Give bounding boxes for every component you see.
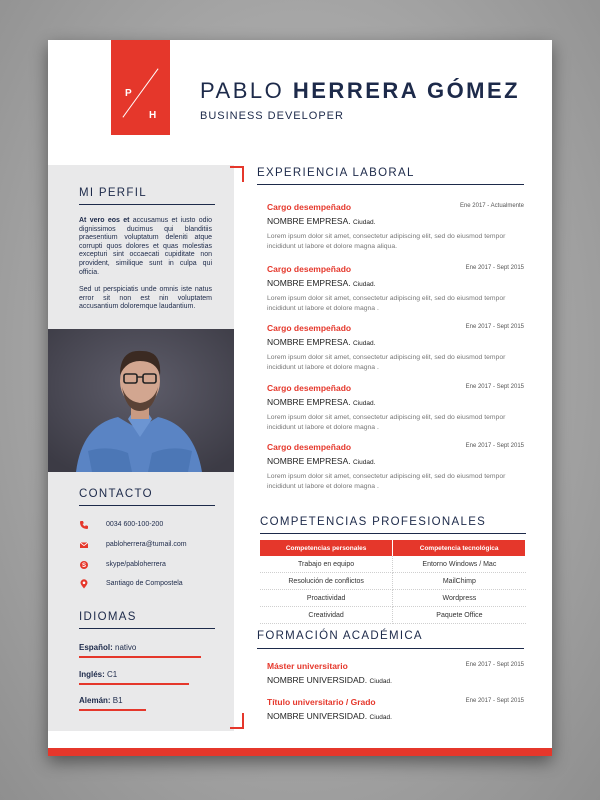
job-role: Cargo desempeñado (267, 264, 352, 274)
profile-paragraph-2: Sed ut perspiciatis unde omnis iste natus error sit non est nin voluptatem accusantium doloremque laudantium. (79, 286, 212, 311)
job-dates: Ene 2017 - Sept 2015 (465, 324, 524, 330)
monogram-initial-first: P (125, 88, 132, 99)
skill-personal: Trabajo en equipo (260, 556, 393, 573)
table-row (260, 607, 526, 624)
contact-rule (79, 505, 215, 506)
degree-dates: Ene 2017 - Sept 2015 (465, 662, 524, 668)
experience-heading: EXPERIENCIA LABORAL (257, 167, 415, 179)
contact-skype[interactable] (79, 560, 229, 572)
profile-lead: At vero eos et (79, 217, 130, 224)
company-city: Ciudad. (352, 281, 376, 288)
skype-icon (79, 560, 89, 570)
profile-rule (79, 204, 215, 205)
monogram-logo (111, 40, 170, 135)
company-name: NOMBRE EMPRESA. (267, 278, 351, 288)
language-bar-english (79, 683, 189, 685)
languages-heading: IDIOMAS (79, 611, 137, 623)
skills-table (260, 540, 526, 624)
candidate-name (200, 78, 520, 104)
skill-technical: MailChimp (393, 573, 526, 590)
contact-location (79, 579, 229, 591)
degree-institution (267, 711, 392, 721)
language-bar-german (79, 709, 146, 711)
skills-rule (260, 533, 526, 534)
person-portrait (48, 329, 234, 472)
table-row (260, 556, 526, 573)
corner-bracket-top (230, 166, 244, 182)
table-row (260, 573, 526, 590)
job-company (267, 278, 375, 288)
degree-title: Título universitario / Grado (267, 697, 376, 707)
language-german (79, 696, 123, 705)
job-description: Lorem ipsum dolor sit amet, consectetur adipiscing elit, sed do eiusmod tempor incididunt ut labore et dolore magna aliqua. (267, 233, 506, 250)
education-heading: FORMACIÓN ACADÉMICA (257, 630, 423, 642)
bottom-accent-bar (48, 748, 552, 756)
degree-title: Máster universitario (267, 661, 348, 671)
language-name: Inglés: (79, 670, 105, 679)
job-role: Cargo desempeñado (267, 442, 352, 452)
mail-icon (79, 540, 89, 550)
company-name: NOMBRE EMPRESA. (267, 397, 351, 407)
institution-city: Ciudad. (369, 678, 392, 685)
monogram-initial-last: H (149, 110, 157, 121)
company-name: NOMBRE EMPRESA. (267, 216, 351, 226)
svg-text:S: S (81, 563, 87, 570)
skill-technical: Wordpress (393, 590, 526, 607)
skill-personal: Creatividad (260, 607, 393, 624)
profile-paragraph-1 (79, 217, 212, 277)
institution-name: NOMBRE UNIVERSIDAD. (267, 711, 368, 721)
institution-city: Ciudad. (369, 714, 392, 721)
job-company (267, 397, 375, 407)
language-spanish (79, 643, 136, 652)
skills-header-row (260, 540, 526, 556)
degree-institution (267, 675, 392, 685)
contact-skype-text: skype/pabloherrera (106, 561, 166, 568)
skill-technical: Entorno Windows / Mac (393, 556, 526, 573)
job-role: Cargo desempeñado (267, 202, 352, 212)
job-role: Cargo desempeñado (267, 383, 352, 393)
profile-heading: MI PERFIL (79, 187, 147, 199)
institution-name: NOMBRE UNIVERSIDAD. (267, 675, 368, 685)
job-description: Lorem ipsum dolor sit amet, consectetur adipiscing elit, sed do eiusmod tempor incididunt ut labore et dolore magna . (267, 354, 506, 371)
company-name: NOMBRE EMPRESA. (267, 456, 351, 466)
skills-column-header: Competencias personales (260, 540, 393, 556)
last-name: HERRERA GÓMEZ (292, 78, 521, 103)
corner-bracket-bottom (230, 713, 244, 729)
language-level: B1 (112, 696, 123, 705)
company-city: Ciudad. (352, 219, 376, 226)
skills-heading: COMPETENCIAS PROFESIONALES (260, 516, 487, 528)
skills-column-header: Competencia tecnológica (393, 540, 526, 556)
degree-dates: Ene 2017 - Sept 2015 (465, 698, 524, 704)
resume-page (48, 40, 552, 756)
skill-personal: Resolución de conflictos (260, 573, 393, 590)
contact-heading: CONTACTO (79, 488, 153, 500)
skill-personal: Proactividad (260, 590, 393, 607)
first-name: PABLO (200, 78, 285, 103)
job-description: Lorem ipsum dolor sit amet, consectetur adipiscing elit, sed do eiusmod tempor incididunt ut labore et dolore magna . (267, 414, 506, 431)
job-dates: Ene 2017 - Sept 2015 (465, 384, 524, 390)
job-company (267, 337, 375, 347)
profile-photo (48, 329, 234, 472)
job-dates: Ene 2017 - Sept 2015 (465, 265, 524, 271)
company-city: Ciudad. (352, 459, 376, 466)
company-city: Ciudad. (352, 340, 376, 347)
language-name: Alemán: (79, 696, 111, 705)
skill-technical: Paquete Office (393, 607, 526, 624)
location-pin-icon (79, 579, 89, 589)
contact-phone[interactable] (79, 520, 229, 532)
language-name: Español: (79, 643, 113, 652)
job-company (267, 216, 375, 226)
company-city: Ciudad. (352, 400, 376, 407)
contact-location-text: Santiago de Compostela (106, 580, 183, 587)
job-description: Lorem ipsum dolor sit amet, consectetur adipiscing elit, sed do eiusmod tempor incididunt ut labore et dolore magna . (267, 295, 506, 312)
languages-rule (79, 628, 215, 629)
job-dates: Ene 2017 - Actualmente (459, 203, 524, 209)
language-bar-spanish (79, 656, 201, 658)
phone-icon (79, 520, 89, 530)
language-level: nativo (115, 643, 137, 652)
experience-rule (257, 184, 524, 185)
job-company (267, 456, 375, 466)
profile-body: accusamus et iusto odio dignissimos ducimus qui blanditiis praesentium voluptatum deleniti atque corrupti quos dolores et quas molestias excepturi sint occaecati cupiditate non provident, similique sunt in culpa qui officia. (79, 217, 212, 276)
education-rule (257, 648, 524, 649)
job-role: Cargo desempeñado (267, 323, 352, 333)
contact-phone-text: 0034 600-100-200 (106, 521, 164, 528)
job-dates: Ene 2017 - Sept 2015 (465, 443, 524, 449)
contact-email-text: pabloherrera@tumail.com (106, 541, 187, 548)
contact-email[interactable] (79, 540, 229, 552)
language-english (79, 670, 117, 679)
table-row (260, 590, 526, 607)
job-title: BUSINESS DEVELOPER (200, 110, 344, 122)
language-level: C1 (107, 670, 118, 679)
company-name: NOMBRE EMPRESA. (267, 337, 351, 347)
job-description: Lorem ipsum dolor sit amet, consectetur adipiscing elit, sed do eiusmod tempor incididunt ut labore et dolore magna . (267, 473, 506, 490)
